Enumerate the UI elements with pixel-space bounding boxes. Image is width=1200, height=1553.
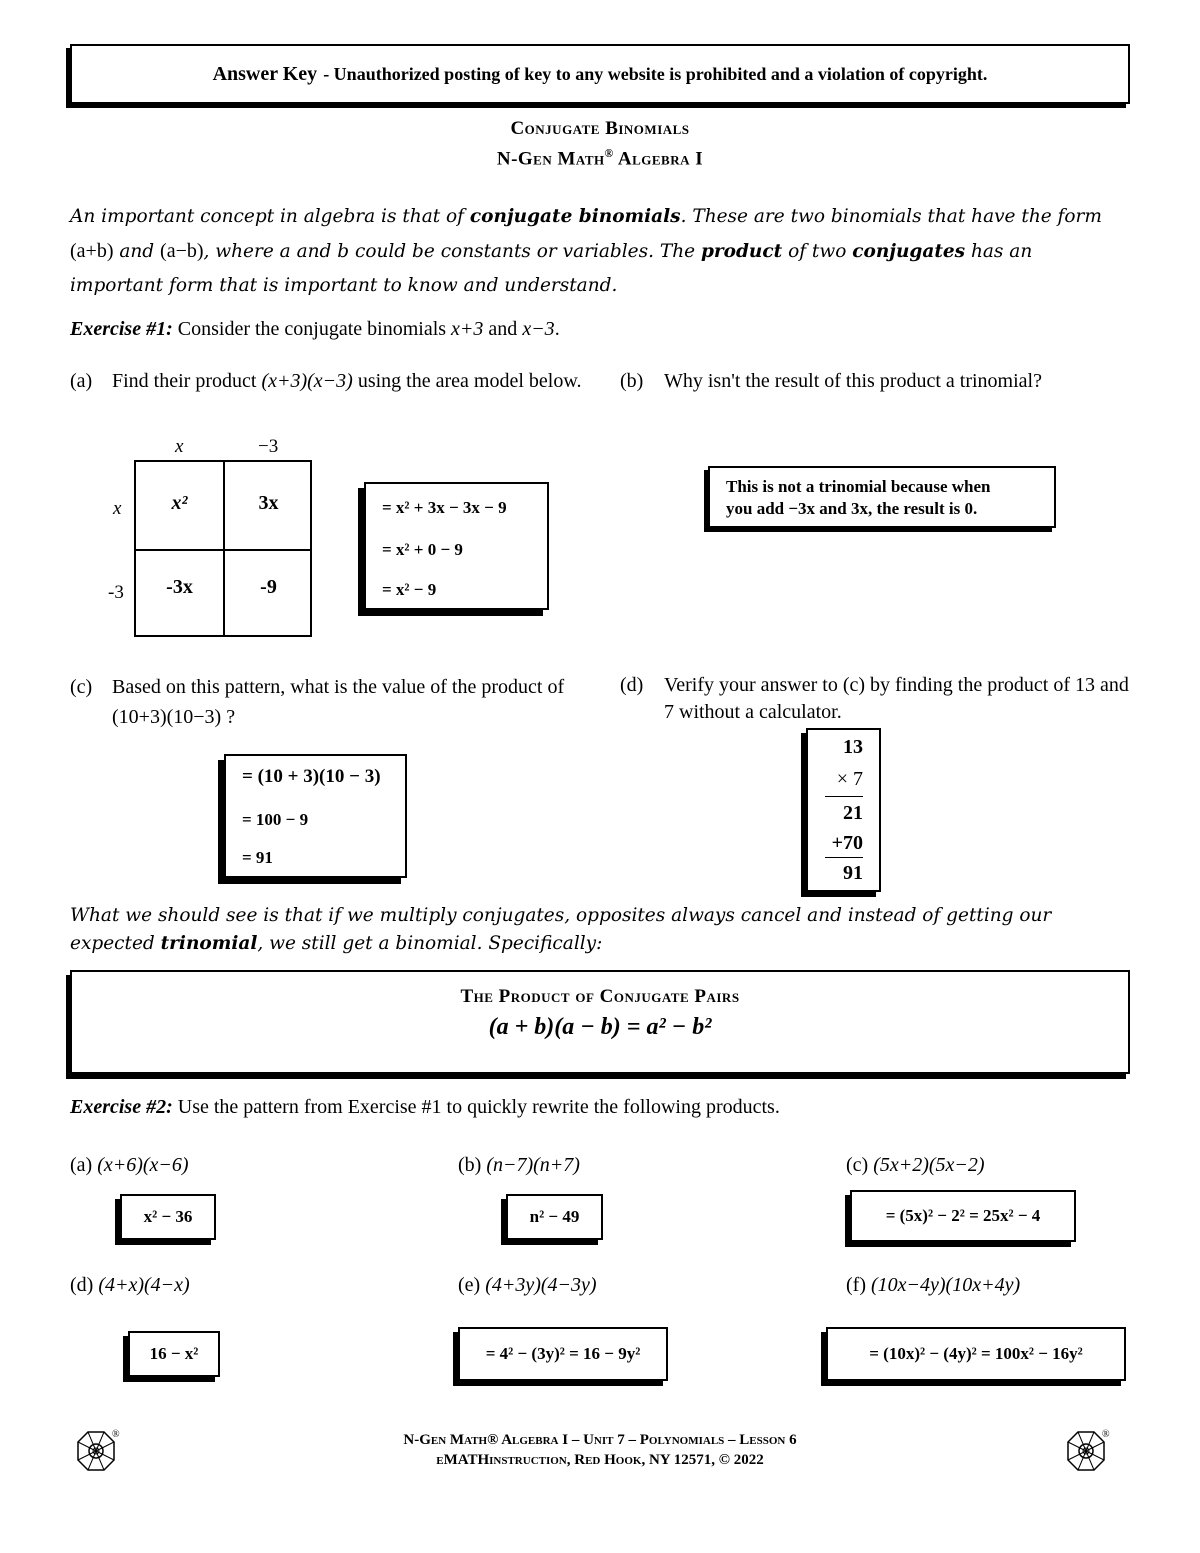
exercise2-item-f: (f) (10x−4y)(10x+4y) — [846, 1274, 1021, 1296]
exercise2-item-d: (d) (4+x)(4−x) — [70, 1274, 190, 1296]
exercise2-prompt: Exercise #2: Use the pattern from Exercise #1 to quickly rewrite the following products. — [70, 1096, 780, 1118]
exercise2-item-a: (a) (x+6)(x−6) — [70, 1154, 189, 1176]
answer-key-label: Answer Key — [212, 62, 318, 85]
exercise1-part-b: (b) Why isn't the result of this product a trinomial? — [620, 370, 1042, 392]
conjugate-formula-box — [70, 970, 1130, 1074]
area-col-header-1: x — [175, 436, 184, 457]
svg-text:®: ® — [112, 1429, 120, 1440]
answer-key-banner — [70, 44, 1130, 104]
area-cell-x-squared: x² — [171, 492, 188, 514]
exercise1-prompt: Exercise #1: Consider the conjugate binomials x+3 and x−3. — [70, 318, 560, 340]
exercise2-answer-f: = (10x)² − (4y)² = 100x² − 16y² — [826, 1327, 1126, 1381]
exercise2-answer-c: = (5x)² − 2² = 25x² − 4 — [850, 1190, 1076, 1242]
svg-text:®: ® — [1102, 1429, 1110, 1440]
area-cell-neg9: -9 — [260, 576, 277, 598]
exercise2-item-c: (c) (5x+2)(5x−2) — [846, 1154, 985, 1176]
part-c-answer-box: = (10 + 3)(10 − 3) = 100 − 9 = 91 — [224, 754, 407, 878]
area-cell-neg3x: -3x — [166, 576, 193, 598]
exercise1-part-c: (c) Based on this pattern, what is the value of the product of (10+3)(10−3) ? — [70, 676, 565, 728]
exercise2-item-b: (b) (n−7)(n+7) — [458, 1154, 580, 1176]
page-title: Conjugate Binomials — [510, 118, 690, 139]
footer-line-2: eMATHinstruction, Red Hook, NY 12571, © 2022 — [436, 1452, 764, 1468]
intro-paragraph: An important concept in algebra is that of conjugate binomials. These are two binomials that have the form (a+b) and (a−b), where a and b could be constants or variables. The product of two conjugates has an important form that is important to know and understand. — [70, 206, 1102, 296]
exercise1-part-a: (a) Find their product (x+3)(x−3) using the area model below. — [70, 370, 582, 392]
exercise2-answer-e: = 4² − (3y)² = 16 − 9y² — [458, 1327, 668, 1381]
copyright-warning: - Unauthorized posting of key to any website is prohibited and a violation of copyright. — [323, 63, 988, 84]
area-col-header-2: −3 — [258, 436, 279, 457]
footer-line-1: N-Gen Math® Algebra I – Unit 7 – Polynomials – Lesson 6 — [403, 1432, 797, 1448]
part-d-answer-box: 13 × 7 21 +70 91 — [806, 728, 881, 892]
exercise1-part-d: (d) Verify your answer to (c) by finding the product of 13 and 7 without a calculator. — [620, 674, 1129, 723]
summary-paragraph: What we should see is that if we multiply conjugates, opposites always cancel and instead of getting our expected trinomial, we still get a binomial. Specifically: — [70, 905, 1052, 954]
exercise2-answer-d: 16 − x² — [128, 1331, 220, 1377]
exercise2-answer-b: n² − 49 — [506, 1194, 603, 1240]
formula-title: The Product of Conjugate Pairs — [460, 986, 740, 1007]
area-model-grid — [134, 460, 312, 637]
exercise2-answer-a: x² − 36 — [120, 1194, 216, 1240]
part-b-answer-box: This is not a trinomial because when you add −3x and 3x, the result is 0. — [708, 466, 1056, 528]
exercise2-item-e: (e) (4+3y)(4−3y) — [458, 1274, 597, 1296]
part-a-answer-box: = x² + 3x − 3x − 9 = x² + 0 − 9 = x² − 9 — [364, 482, 549, 610]
area-cell-3x: 3x — [258, 492, 279, 514]
formula-expression: (a + b)(a − b) = a² − b² — [488, 1014, 712, 1040]
page-subtitle: N-Gen Math® Algebra I — [496, 148, 704, 170]
area-row-header-2: -3 — [108, 582, 124, 603]
area-row-header-1: x — [113, 498, 122, 519]
